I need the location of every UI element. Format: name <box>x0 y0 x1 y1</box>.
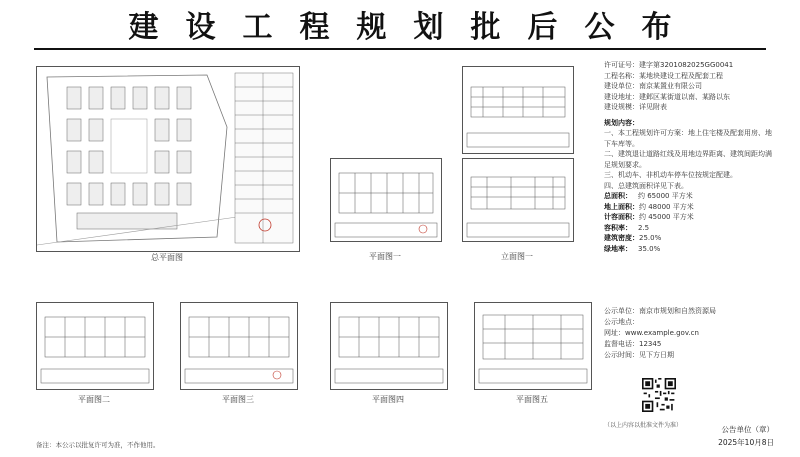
elevation-1-caption: 立面图一 <box>501 252 533 261</box>
plan-1-drawing <box>331 159 441 241</box>
stat-row <box>604 191 776 202</box>
plan-5-drawing <box>475 303 591 389</box>
plan-4-sheet[interactable] <box>330 302 448 390</box>
plan-2-drawing <box>37 303 153 389</box>
plan-2-sheet[interactable] <box>36 302 154 390</box>
site-plan-drawing <box>37 67 299 251</box>
title-bar <box>0 0 800 48</box>
contact-panel <box>604 306 776 361</box>
stat-value: 约 48000 平方米 <box>639 202 694 211</box>
stat-value: 约 65000 平方米 <box>638 192 693 200</box>
info-line: 建设规模：详见附表 <box>604 103 667 111</box>
planning-item: 二、建筑退让道路红线及用地边界距离、建筑间距均满足规划要求。 <box>604 150 772 169</box>
planning-item: 四、总建筑面积详见下表。 <box>604 181 688 190</box>
stat-label: 建筑密度： <box>604 234 639 242</box>
planning-section-title: 规划内容： <box>604 118 639 127</box>
plan-1-sheet[interactable] <box>330 158 442 242</box>
planning-item: 一、本工程规划许可方案：地上住宅楼及配套用房、地下车库等。 <box>604 129 772 148</box>
contact-line: 公示单位：南京市规划和自然资源局 <box>604 307 716 315</box>
plan-1-caption: 平面图一 <box>369 252 401 261</box>
note-line: （以上内容以批准文件为准） <box>604 422 683 429</box>
info-line: 建设单位：南京某置业有限公司 <box>604 82 702 90</box>
site-plan-sheet[interactable] <box>36 66 300 252</box>
stat-label: 绿地率： <box>604 244 632 253</box>
qr-code-icon[interactable] <box>642 378 676 412</box>
contact-link[interactable]: 网址：www.example.gov.cn <box>604 329 699 337</box>
stat-row <box>604 212 776 223</box>
stat-row <box>604 223 776 234</box>
info-line: 许可证号：建字第3201082025GG0041 <box>604 61 734 69</box>
plan-4-drawing <box>331 303 447 389</box>
publishing-unit: 公告单位（章） <box>721 425 774 434</box>
plan-4-caption: 平面图四 <box>372 395 404 404</box>
publish-date: 2025年10月8日 <box>718 438 774 447</box>
site-plan-caption: 总平面图 <box>151 253 183 262</box>
elevation-1-sheet[interactable] <box>462 158 574 242</box>
plan-5-sheet[interactable] <box>474 302 592 390</box>
footnote: 备注：本公示以批复许可为准，不作他用。 <box>36 441 160 449</box>
stat-value: 25.0% <box>639 234 662 242</box>
stat-row <box>604 202 776 213</box>
permit-info-panel <box>604 60 776 300</box>
plan-5-caption: 平面图五 <box>516 395 548 404</box>
planning-item: 三、机动车、非机动车停车位按规定配建。 <box>604 171 737 179</box>
contact-line: 公示地点： <box>604 318 639 326</box>
plan-2-caption: 平面图二 <box>78 395 110 404</box>
stat-label: 总面积： <box>604 192 632 200</box>
plan-3-sheet[interactable] <box>180 302 298 390</box>
stat-label: 地上面积： <box>604 202 639 211</box>
contact-line: 公示时间：见下方日期 <box>604 351 674 359</box>
stat-row <box>604 233 776 244</box>
contact-line: 监督电话：12345 <box>604 340 662 348</box>
title-divider <box>34 48 766 50</box>
stat-value: 35.0% <box>638 244 661 253</box>
plan-3-caption: 平面图三 <box>222 395 254 404</box>
info-line: 建设地址：建邺区某街道以南、某路以东 <box>604 92 730 101</box>
elevation-a-sheet[interactable] <box>462 66 574 154</box>
page-title: 建设工程规划批后公布 <box>128 10 699 45</box>
elevation-a-drawing <box>463 67 573 153</box>
stat-row <box>604 244 776 255</box>
plan-3-drawing <box>181 303 297 389</box>
elevation-1-drawing <box>463 159 573 241</box>
stat-label: 计容面积： <box>604 213 639 221</box>
info-line: 工程名称：某地块建设工程及配套工程 <box>604 71 723 80</box>
stat-value: 2.5 <box>638 223 650 232</box>
stat-label: 容积率： <box>604 223 632 232</box>
stat-value: 约 45000 平方米 <box>639 213 694 221</box>
